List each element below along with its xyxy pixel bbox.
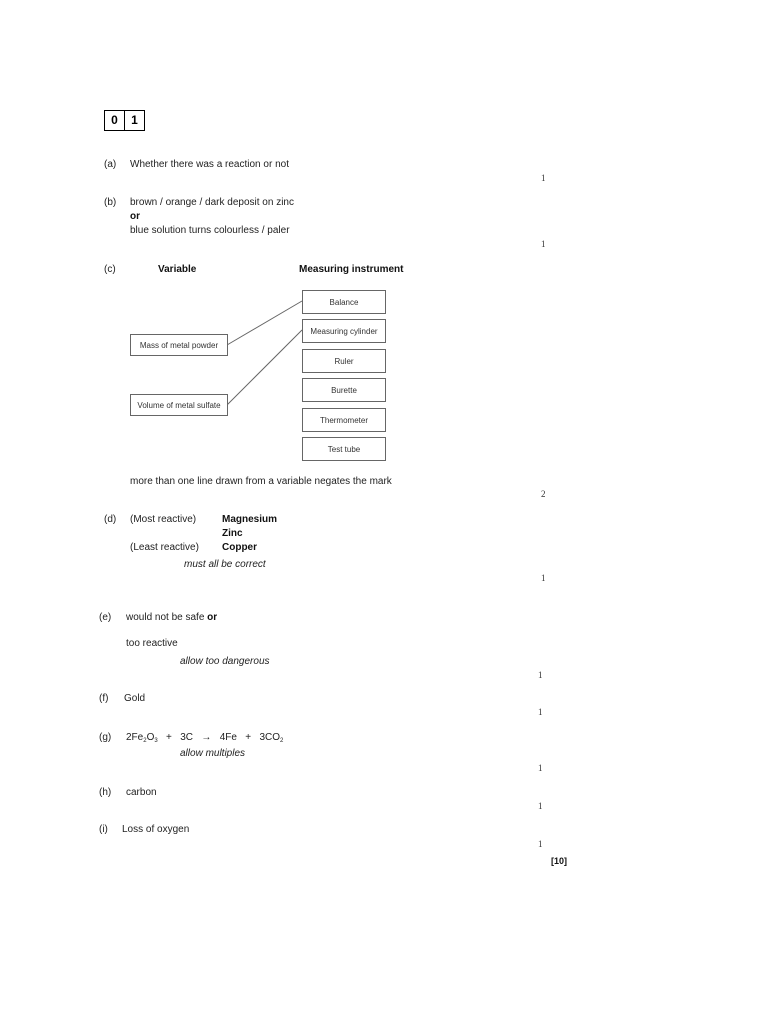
part-d-label: (d) [104,514,117,525]
part-e-label: (e) [99,612,112,623]
part-h-mark: 1 [538,801,543,811]
part-a-mark: 1 [541,173,546,183]
part-i-mark: 1 [538,839,543,849]
part-e-text [126,612,217,623]
variable-header: Variable [158,264,197,275]
variable-box-volume: Volume of metal sulfate [130,394,228,416]
part-e-mark: 1 [538,670,543,680]
part-h-label: (h) [99,787,112,798]
part-f-text: Gold [124,693,146,704]
eq-3c: 3C [180,732,194,743]
part-g-note: allow multiples [180,748,246,759]
part-i-label: (i) [99,824,108,835]
part-c-label: (c) [104,264,116,275]
line-mass-to-balance [227,301,302,345]
eq-arrow: → [201,732,212,743]
metal-zinc: Zinc [222,528,243,539]
part-h-text: carbon [126,787,157,798]
equation [126,732,283,744]
eq-3co: 3CO [259,732,281,743]
part-a-label: (a) [104,159,117,170]
variable-box-mass: Mass of metal powder [130,334,228,356]
eq-4fe: 4Fe [219,732,237,743]
part-b-label: (b) [104,197,117,208]
least-reactive-label: (Least reactive) [130,542,199,553]
instrument-box-burette: Burette [302,378,386,402]
part-b-mark: 1 [541,239,546,249]
part-g-mark: 1 [538,763,543,773]
part-b-line1: brown / orange / dark deposit on zinc [130,197,294,208]
eq-sub-3: 3 [154,738,158,744]
part-d-mark: 1 [541,573,546,583]
part-g-label: (g) [99,732,112,743]
instrument-box-ruler: Ruler [302,349,386,373]
eq-plus-1: + [166,732,172,743]
part-c-note: more than one line drawn from a variable negates the mark [130,476,392,487]
part-a-text: Whether there was a reaction or not [130,159,289,170]
line-volume-to-cylinder [227,330,302,405]
metal-magnesium: Magnesium [222,514,278,525]
part-e-text-main: would not be safe [126,612,205,623]
eq-sub-2b: 2 [280,738,284,744]
part-c-mark: 2 [541,489,546,499]
part-e-or: or [207,612,218,623]
question-number-digit-0: 0 [111,113,118,127]
eq-plus-2: + [245,732,252,743]
part-f-label: (f) [99,693,109,704]
eq-sub-2: 2 [143,738,147,744]
part-d-note: must all be correct [184,559,266,570]
metal-copper: Copper [222,542,257,553]
part-e-note: allow too dangerous [180,656,270,667]
part-b-line2: blue solution turns colourless / paler [130,225,290,236]
eq-o: O [146,732,155,743]
part-b-or: or [130,211,140,222]
part-f-mark: 1 [538,707,543,717]
instrument-header: Measuring instrument [299,264,404,275]
instrument-box-balance: Balance [302,290,386,314]
question-number-digit-1: 1 [124,111,144,130]
instrument-box-test-tube: Test tube [302,437,386,461]
part-i-text: Loss of oxygen [122,824,190,835]
most-reactive-label: (Most reactive) [130,514,197,525]
part-e-text2: too reactive [126,638,178,649]
total-marks: [10] [551,856,568,866]
eq-2fe: 2Fe [126,732,144,743]
instrument-box-measuring-cylinder: Measuring cylinder [302,319,386,343]
instrument-box-thermometer: Thermometer [302,408,386,432]
